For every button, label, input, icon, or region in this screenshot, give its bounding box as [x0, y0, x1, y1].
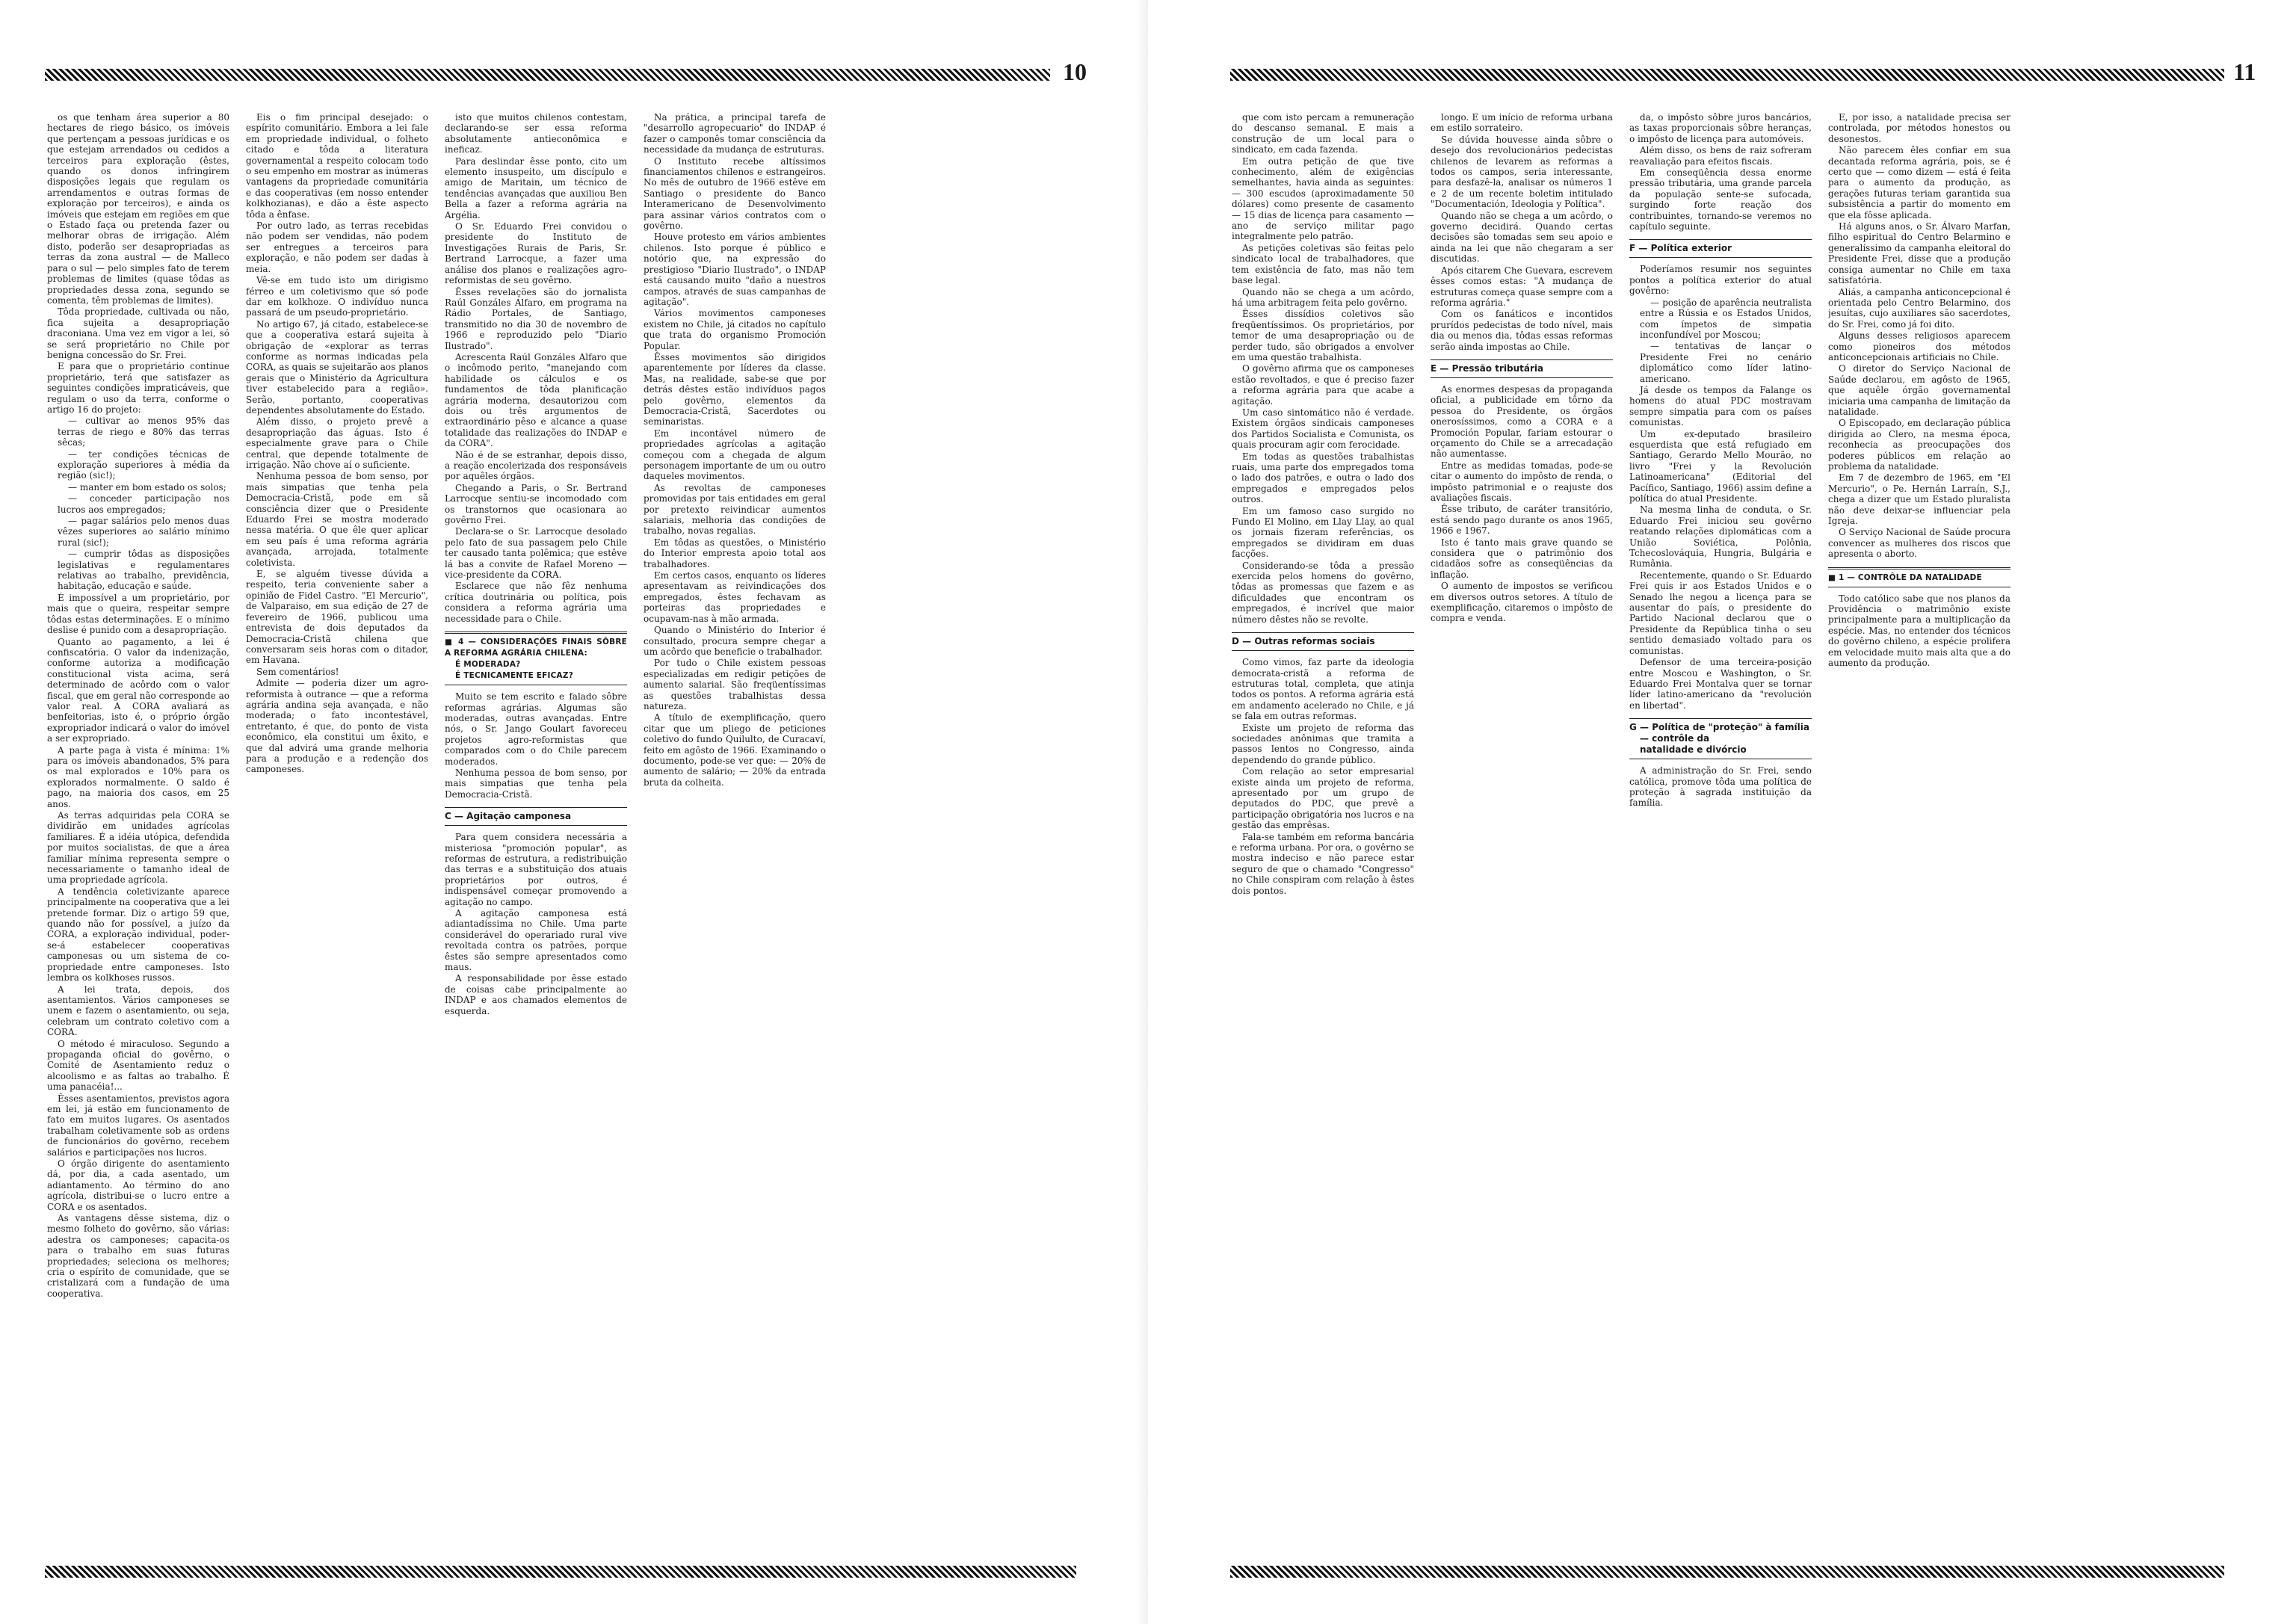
paragraph: Se dúvida houvesse ainda sôbre o desejo dos revolucionários pedecistas chilenos de levarem as reformas a todos os campos, seria interessante, para desfazê-la, analisar os números 1 e 2 de um recente boletim intitulado "Documentación, Ideologia y Política".: [1431, 134, 1613, 210]
text-columns: [1232, 112, 2010, 1525]
text-column: [644, 112, 826, 1525]
footer-rule: [45, 1566, 1076, 1578]
paragraph: A administração do Sr. Frei, sendo católica, promove tôda uma política de proteção à sagrada instituição da família.: [1629, 765, 1812, 809]
paragraph: Esclarece que não fêz nenhuma crítica doutrinária ou política, pois considera a reforma agrária uma necessidade para o Chile.: [445, 581, 627, 624]
paragraph: A título de exemplificação, quero citar que um pliego de peticiones coletivo do fundo Quilulto, de Curacaví, feito em agôsto de 1966. Examinando o documento, pode-se ver que: — 20% de aumento de salário; — 20% da entrada bruta da colheita.: [644, 712, 826, 788]
section-subtitle: É TECNICAMENTE EFICAZ?: [455, 671, 573, 681]
paragraph: Em outra petição de que tive conhecimento, além de exigências semelhantes, havia ainda as seguintes: — 300 escudos (aproximadamente 50 dólares) como presente de casamento — 15 dias de licença para casamento — ano de serviço militar pago integralmente pelo patrão.: [1232, 155, 1414, 242]
list-item: — conceder participação nos lucros aos empregados;: [58, 493, 229, 515]
paragraph: A agitação camponesa está adiantadíssima no Chile. Uma parte considerável do operariado rural vive revoltada contra os patrões, porque êstes são sempre apresentados como maus.: [445, 908, 627, 973]
text-column: [1828, 112, 2010, 1525]
paragraph: No artigo 67, já citado, estabelece-se que a cooperativa estará sujeita à obrigação de «explorar as terras conforme as normas indicadas pela CORA, as quais se sujeitarão aos planos gerais que o Ministério da Agricultura tiver estabelecido para a região». Serão, portanto, cooperativas dependentes absolutamente do Estado.: [246, 318, 428, 416]
paragraph: Acrescenta Raúl Gonzáles Alfaro que o incômodo perito, "manejando com habilidade os cálculos e os fundamentos de tôda planificação agrária moderna, desautorizou com dois ou três argumentos de extraordinário pêso e alcance a quase totalidade das realizações do INDAP e da CORA".: [445, 351, 627, 449]
paragraph: A responsabilidade por êsse estado de coisas cabe principalmente ao INDAP e aos chamados elementos de esquerda.: [445, 973, 627, 1016]
paragraph: Poderíamos resumir nos seguintes pontos a política exterior do atual govêrno:: [1629, 264, 1812, 297]
paragraph: Nenhuma pessoa de bom senso, por mais simpatias que tenha pela Democracia-Cristã, pode em sã consciência dizer que o Presidente Eduardo Frei se mostra moderado nessa matéria. O que êle quer aplicar em seu país é uma reforma agrária avançada, arrojada, totalmente coletivista.: [246, 471, 428, 568]
paragraph: Considerando-se tôda a pressão exercida pelos homens do govêrno, tôdas as promessas que fazem e as dificuldades que encontram os empregados, é incrível que maior número dêstes não se revolte.: [1232, 560, 1414, 625]
text-column: [1629, 112, 1812, 1525]
section-subtitle: É MODERADA?: [455, 660, 521, 670]
section-heading: [1629, 718, 1812, 759]
paragraph: A lei trata, depois, dos asentamientos. Vários camponeses se unem e fazem o asentamiento, ou seja, celebram um contrato coletivo com a CORA.: [47, 984, 229, 1038]
paragraph: A parte paga à vista é mínima: 1% para os imóveis abandonados, 5% para os mal explorados e 10% para os explorados normalmente. O saldo é pago, na maioria dos casos, em 25 anos.: [47, 744, 229, 809]
paragraph: Quando não se chega a um acôrdo, o governo decidirá. Quando certas decisões são tomadas sem seu apoio e ainda na lei que não chegaram a ser discutidas.: [1431, 210, 1613, 265]
paragraph: Tôda propriedade, cultivada ou não, fica sujeita a desapropriação draconiana. Uma vez em vigor a lei, só se será proprietário no Chile por benigna concessão do Sr. Frei.: [47, 306, 229, 360]
section-heading: [1828, 567, 2010, 587]
paragraph: Na mesma linha de conduta, o Sr. Eduardo Frei iniciou seu govêrno reatando relações diplomáticas com a União Soviética, Polônia, Tchecoslováquia, Hungria, Bulgária e Rumânia.: [1629, 504, 1812, 569]
paragraph: Além disso, o projeto prevê a desapropriação das águas. Isto é especialmente grave para o Chile central, que depende totalmente de irrigação. Não chove aí o suficiente.: [246, 416, 428, 470]
paragraph: Por outro lado, as terras recebidas não podem ser vendidas, não podem ser entregues a terceiros para exploração, e não podem ser dadas à meia.: [246, 220, 428, 274]
text-column: [246, 112, 428, 1525]
text-columns: [47, 112, 826, 1525]
paragraph: Sem comentários!: [256, 666, 339, 677]
paragraph: Há alguns anos, o Sr. Álvaro Marfan, filho espiritual do Centro Belarmino e generalíssimo da campanha eleitoral do Presidente Frei, disse que a produção consiga aumentar no Chile em taxa satisfatória.: [1828, 221, 2010, 286]
text-column: [1232, 112, 1414, 1525]
paragraph: Quanto ao pagamento, a lei é confiscatória. O valor da indenização, conforme autoriza a modificação constitucional vista acima, será determinado de acôrdo com o valor fiscal, que em geral não corresponde ao valor real. A CORA avaliará as benfeitorias, isto é, o próprio órgão expropriador indicará o valor do imóvel a ser expropriado.: [47, 636, 229, 744]
paragraph: O órgão dirigente do asentamiento dá, por dia, a cada asentado, um adiantamento. Ao término do ano agrícola, distribui-se o lucro entre a CORA e os asentados.: [47, 1158, 229, 1212]
section-title: CONSIDERAÇÕES FINAIS SÔBRE A REFORMA AGRÁRIA CHILENA:: [445, 637, 627, 658]
section-marker: ■ 1 —: [1828, 572, 1856, 582]
paragraph: As enormes despesas da propaganda oficial, a publicidade em tôrno da pessoa do Presidente, os órgãos onerosíssimos, como a CORA e a Promoción Popular, fariam estourar o orçamento do Chile se a arrecadação não aumentasse.: [1431, 383, 1613, 460]
paragraph: Em incontável número de propriedades agrícolas a agitação começou com a chegada de algum personagem importante de um ou outro daqueles movimentos.: [644, 427, 826, 482]
paragraph: O govêrno afirma que os camponeses estão revoltados, e que é preciso fazer a reforma agrária para que acabe a agitação.: [1232, 363, 1414, 407]
paragraph: Êsses dissídios coletivos são freqüentíssimos. Os proprietários, por temor de uma desapropriação ou de perder tudo, são obrigados a envolver em uma questão trabalhista.: [1232, 309, 1414, 362]
paragraph: Entre as medidas tomadas, pode-se citar o aumento do impôsto de renda, o impôsto patrimonial e o reajuste dos avaliações fiscais.: [1431, 460, 1613, 503]
paragraph: Em um famoso caso surgido no Fundo El Molino, em Llay Llay, ao qual os jornais fizeram referências, os empregados se dividiram em duas facções.: [1232, 505, 1414, 560]
page-number: 11: [2233, 58, 2256, 85]
section-heading: [445, 807, 627, 826]
paragraph: os que tenham área superior a 80 hectares de riego básico, os imóveis que pertençam a pessoas jurídicas e os que estejam arrendados ou cedidos a terceiros para exploração (êstes, quando os donos infringirem disposições legais que regulam os arrendamentos e outras formas de exploração por terceiros), e ainda os imóveis que estejam em regiões em que o Estado faça ou pretenda fazer ou melhorar obras de irrigação. Além disto, poderão ser desapropriadas as terras da zona austral — de Malleco para o sul — pelo simples fato de terem problemas de limites (quase tôdas as propriedades dessa zona, segundo se comenta, têm problemas de limites).: [47, 112, 229, 306]
section-subtitle: — contrôle da: [1640, 733, 1710, 744]
footer-rule: [1230, 1566, 2224, 1578]
paragraph: Um caso sintomático não é verdade. Existem órgãos sindicais camponeses dos Partidos Socialista e Comunista, os quais procuram agir com ferocidade.: [1232, 407, 1414, 451]
paragraph: isto que muitos chilenos contestam, declarando-se ser essa reforma absolutamente antieconômica e ineficaz.: [445, 112, 627, 155]
paragraph: Em todas as questões trabalhistas ruais, uma parte dos empregados toma o lado dos patrões, e outra o lado dos empregados e empregados pelos outros.: [1232, 451, 1414, 505]
paragraph: Houve protesto em vários ambientes chilenos. Isto porque é público e notório que, na expressão do prestigioso "Diario Ilustrado", o INDAP está causando muito "daño a nuestros campos, através de suas campanhas de agitação".: [644, 232, 826, 307]
paragraph: Todo católico sabe que nos planos da Providência o matrimônio existe principalmente para a multiplicação da espécie. Mas, no entender dos técnicos do govêrno chileno, a espécie prolifera em velocidade muito mais alta que a do aumento da produção.: [1828, 593, 2010, 669]
paragraph: Isto é tanto mais grave quando se considera que o patrimônio dos cidadãos sofre as conseqüências da inflação.: [1431, 537, 1613, 580]
section-title: CONTRÔLE DA NATALIDADE: [1857, 572, 1982, 582]
list-item: — posição de aparência neutralista entre a Rússia e os Estados Unidos, com ímpetos de simpatia inconfundível por Moscou;: [1640, 297, 1812, 340]
paragraph: Além disso, os bens de raiz sofreram reavaliação para efeitos fiscais.: [1629, 145, 1812, 167]
paragraph: Declara-se o Sr. Larrocque desolado pelo fato de sua passagem pelo Chile ter causado tanta polêmica; que estêve lá bas a convite de Rafael Moreno — vice-presidente da CORA.: [445, 526, 627, 581]
paragraph: O Serviço Nacional de Saúde procura convencer as mulheres dos riscos que apresenta o aborto.: [1828, 527, 2010, 560]
paragraph: Fala-se também em reforma bancária e reforma urbana. Por ora, o govêrno se mostra indeciso e não parece estar seguro de que o chamado "Congresso" no Chile conspiram com relação à êstes dois pontos.: [1232, 831, 1414, 896]
paragraph: Vários movimentos camponeses existem no Chile, já citados no capítulo que trata do organismo Promoción Popular.: [644, 308, 826, 351]
paragraph: Com relação ao setor empresarial existe ainda um projeto de reforma, apresentado por um grupo de deputados do PDC, que prevê a participação obrigatória nos lucros e na gestão das emprêsas.: [1232, 766, 1414, 831]
section-marker: D —: [1232, 636, 1252, 647]
paragraph: Para quem considera necessária a misteriosa "promoción popular", as reformas de estrutura, a redistribuição das terras e a substituição dos atuais proprietários por outros, é indispensável começar promovendo a agitação no campo.: [445, 832, 627, 907]
paragraph: Existe um projeto de reforma das sociedades anônimas que tramita a passos lentos no Congresso, ainda dependendo do grande público.: [1232, 722, 1414, 765]
section-title: Política de "proteção" à família: [1652, 722, 1809, 733]
section-heading: [1232, 632, 1414, 651]
paragraph: Eis o fim principal desejado: o espírito comunitário. Embora a lei fale em propriedade individual, o folheto citado e tôda a literatura governamental a respeito colocam todo o seu empenho em mostrar as inúmeras vantagens da propriedade comunitária e das cooperativas (em nosso entender kolkhozianas), e dão a êste aspecto tôda a ênfase.: [246, 112, 428, 220]
header-rule: [1230, 69, 2224, 81]
paragraph: Êsses asentamientos, previstos agora em lei, já estão em funcionamento de fato em muitos lugares. Os asentados trabalham coletivamente sob as ordens de funcionários do govêrno, recebem salários e participações nos lucros.: [47, 1093, 229, 1158]
section-title: Outras reformas sociais: [1254, 636, 1375, 647]
paragraph: E, por isso, a natalidade precisa ser controlada, por métodos honestos ou desonestos.: [1828, 112, 2010, 144]
paragraph: Em 7 de dezembro de 1965, em "El Mercurio", o Pe. Hernán Larraín, S.J., chega a dizer que um Estado pluralista não deve deixar-se influenciar pela Igreja.: [1828, 472, 2010, 527]
paragraph: O Sr. Eduardo Frei convidou o presidente do Instituto de Investigações Rurais de Paris, Sr. Bertrand Larrocque, a fazer uma análise dos planos e realizações agro-reformistas de seu govêrno.: [445, 221, 627, 286]
paragraph: O Instituto recebe altíssimos financiamentos chilenos e estrangeiros. No mês de outubro de 1966 estêve em Santiago o presidente do Banco Interamericano de Desenvolvimento para assinar vários contratos com o govêrno.: [644, 155, 826, 232]
paragraph: Êsse tributo, de caráter transitório, está sendo pago durante os anos 1965, 1966 e 1967.: [1431, 504, 1613, 537]
section-title: Pressão tributária: [1451, 362, 1544, 374]
paragraph: Em tôdas as questões, o Ministério do Interior empresta apoio total aos trabalhadores.: [644, 537, 826, 569]
list-item: — cumprir tôdas as disposições legislativas e regulamentares relativas ao trabalho, previdência, habitação, educação e saúde.: [58, 549, 229, 592]
paragraph: O Episcopado, em declaração pública dirigida ao Clero, na mesma época, reconhecia as preocupações dos poderes públicos em relação ao problema da natalidade.: [1828, 418, 2010, 472]
paragraph: É impossível a um proprietário, por mais que o queira, respeitar sempre tôdas estas determinações. E o mínimo deslise é punido com a desapropriação.: [47, 592, 229, 636]
section-marker: C —: [445, 811, 463, 822]
paragraph: da, o impôsto sôbre juros bancários, as taxas proporcionais sôbre heranças, o impôsto de licença para automóveis.: [1629, 112, 1812, 144]
paragraph: O aumento de impostos se verificou em diversos outros setores. A título de exemplificação, citaremos o impôsto de compra e venda.: [1431, 581, 1613, 624]
paragraph: Como vimos, faz parte da ideologia democrata-cristã a reforma de estruturas total, completa, que atinja todos os pontos. A reforma agrária está em andamento acelerado no Chile, e já se fala em outras reformas.: [1232, 657, 1414, 722]
paragraph: Nenhuma pessoa de bom senso, por mais simpatias que tenha pela Democracia-Cristã.: [445, 767, 627, 800]
list-item: — manter em bom estado os solos;: [68, 481, 226, 493]
paragraph: Em conseqüência dessa enorme pressão tributária, uma grande parcela da população sente-se sufocada, surgindo forte reação dos contribuintes, tornando-se veremos no capítulo seguinte.: [1629, 167, 1812, 232]
paragraph: Para deslindar êsse ponto, cito um elemento insuspeito, um discípulo e amigo de Maritain, um técnico de tendências avançadas que auxiliou Ben Bella a fazer a reforma agrária na Argélia.: [445, 155, 627, 220]
paragraph: Por tudo o Chile existem pessoas especializadas em redigir petições de aumento salarial. São freqüentíssimas as questões trabalhistas dessa natureza.: [644, 658, 826, 711]
section-subtitle: natalidade e divórcio: [1640, 744, 1747, 756]
paragraph: Aliás, a campanha anticoncepcional é orientada pelo Centro Belarmino, dos jesuítas, cujo auxiliares são sacerdotes, do Sr. Frei, como já foi dito.: [1828, 286, 2010, 330]
paragraph: Muito se tem escrito e falado sôbre reformas agrárias. Algumas são moderadas, outras avançadas. Entre nós, o Sr. Jango Goulart favoreceu projetos agro-reformistas que comparados com o do Chile parecem moderados.: [445, 691, 627, 767]
paragraph: longo. E um início de reforma urbana em estilo sorrateiro.: [1431, 112, 1613, 134]
list-item: — ter condições técnicas de exploração superiores à média da região (sic!);: [58, 448, 229, 481]
right-page: [1148, 0, 2296, 1624]
paragraph: Alguns desses religiosos aparecem como pioneiros dos métodos anticoncepcionais artificiais no Chile.: [1828, 330, 2010, 362]
paragraph: Admite — poderia dizer um agro-reformista à outrance — que a reforma agrária andina seja avançada, e não moderada; o fato incontestável, entretanto, é que, do ponto de vista econômico, ela constitui um êxito, e que dal advirá uma grande melhoria para a produção e a redenção dos camponeses.: [246, 678, 428, 775]
paragraph: As revoltas de camponeses promovidas por tais entidades em geral por pretexto reivindicar aumentos salariais, melhoria das condições de trabalho, novas regalias.: [644, 482, 826, 537]
list-item: — cultivar ao menos 95% das terras de riego e 80% das terras sêcas;: [58, 416, 229, 448]
paragraph: Um ex-deputado brasileiro esquerdista que está refugiado em Santiago, Gerardo Mello Mourão, no livro "Frei y la Revolución Latinoamericana" (Editorial del Pacífico, Santiago, 1966) assim define a política do atual Presidente.: [1629, 428, 1812, 504]
paragraph: O diretor do Serviço Nacional de Saúde declarou, em agôsto de 1965, que aquêle órgão governamental iniciaria uma campanha de limitação da natalidade.: [1828, 363, 2010, 417]
text-column: [445, 112, 627, 1525]
paragraph: As vantagens dêsse sistema, diz o mesmo folheto do govêrno, são várias: adestra os camponeses; capacita-os para o trabalho em suas futuras propriedades; seleciona os melhores; cria o espírito de comunidade, que se cristalizará com a fundação de uma cooperativa.: [47, 1213, 229, 1299]
text-column: [1431, 112, 1613, 1525]
paragraph: Já desde os tempos da Falange os homens do atual PDC mostravam sempre simpatia para com os países comunistas.: [1629, 384, 1812, 428]
paragraph: Vê-se em tudo isto um dirigismo férreo e um coletivismo que só pode dar em kolkhoze. O indivíduo nunca passará de um pseudo-proprietário.: [246, 275, 428, 318]
paragraph: Defensor de uma terceira-posição entre Moscou e Washington, o Sr. Eduardo Frei Montalva quer se tornar líder latino-americano da "revolución en libertad".: [1629, 657, 1812, 711]
paragraph: Quando o Ministério do Interior é consultado, procura sempre chegar a um acôrdo que beneficie o trabalhador.: [644, 625, 826, 657]
section-marker: G —: [1629, 722, 1650, 733]
page-number: 10: [1063, 58, 1087, 85]
paragraph: Não é de se estranhar, depois disso, a reação encolerizada dos responsáveis por aquêles órgãos.: [445, 449, 627, 482]
paragraph: Êsses movimentos são dirigidos aparentemente por líderes da classe. Mas, na realidade, sabe-se que por detrás dêstes estão indivíduos pagos pelo govêrno, elementos da Democracia-Cristã, Sacerdotes ou seminaristas.: [644, 351, 826, 427]
paragraph: E, se alguém tivesse dúvida a respeito, teria conveniente saber a opinião de Fidel Castro. "El Mercurio", de Valparaiso, em sua edição de 27 de fevereiro de 1966, publicou uma entrevista de dois deputados da Democracia-Cristã chilena que conversaram seis horas com o ditador, em Havana.: [246, 569, 428, 666]
text-column: [47, 112, 229, 1525]
section-marker: E —: [1431, 362, 1449, 374]
paragraph: Êsses revelações são do jornalista Raúl Gonzáles Alfaro, em programa na Rádio Portales, de Santiago, transmitido no dia 30 de novembro de 1966 e reproduzido pelo "Diario Ilustrado".: [445, 286, 627, 351]
paragraph: Quando não se chega a um acôrdo, há uma arbitragem feita pelo govêrno.: [1232, 286, 1414, 308]
paragraph: Após citarem Che Guevara, escrevem êsses comos estas: "A mudança de estruturas começa quase sempre com a reforma agrária.": [1431, 265, 1613, 308]
paragraph: As terras adquiridas pela CORA se dividirão em unidades agrícolas familiares. É a idéia utópica, defendida por muitos socialistas, de que a área familiar mínima representa sempre o necessariamente o tamanho ideal de uma propriedade agrícola.: [47, 810, 229, 886]
section-marker: F —: [1629, 243, 1648, 254]
paragraph: que com isto percam a remuneração do descanso semanal. E mais a construção de um local para o sindicato, em cada fazenda.: [1232, 112, 1414, 155]
paragraph: E para que o proprietário continue proprietário, terá que satisfazer as seguintes condições impraticáveis, que regulam o uso da terra, conforme o artigo 16 do projeto:: [47, 361, 229, 415]
paragraph: Chegando a Paris, o Sr. Bertrand Larrocque sentiu-se incomodado com os transtornos que ocasionara ao govêrno Frei.: [445, 482, 627, 526]
list-item: — tentativas de lançar o Presidente Frei no cenário diplomático como líder latino-americano.: [1640, 341, 1812, 384]
section-title: Agitação camponesa: [466, 811, 572, 822]
paragraph: Não parecem êles confiar em sua decantada reforma agrária, pois, se é certo que — como dizem — está é feita para o aumento da produção, as gerações futuras teriam garantida sua subsistência a partir do momento em que ela fôsse aplicada.: [1828, 145, 2010, 220]
section-marker: ■ 4 —: [445, 637, 477, 647]
header-rule: [45, 69, 1050, 81]
section-title: Política exterior: [1650, 243, 1732, 254]
paragraph: Com os fanáticos e incontidos prurídos pedecistas de todo nível, mais dia ou menos dia, tôdas essas reformas serão ainda impostas ao Chile.: [1431, 309, 1613, 352]
paragraph: A tendência coletivizante aparece principalmente na cooperativa que a lei pretende formar. Diz o artigo 59 que, quando não for possível, a juízo da CORA, a exploração individual, poder-se-á estabelecer cooperativas camponesas ou um sistema de co-propriedade entre camponeses. Isto lembra os kolkhoses russos.: [47, 886, 229, 984]
section-heading: [445, 632, 627, 685]
section-heading: [1431, 359, 1613, 378]
list-item: — pagar salários pelo menos duas vêzes superiores ao salário mínimo rural (sic!);: [58, 516, 229, 548]
paragraph: Em certos casos, enquanto os líderes apresentavam as reivindicações dos empregados, êstes fechavam as porteiras das propriedades e ocupavam-nas à mão armada.: [644, 570, 826, 624]
paragraph: O método é miraculoso. Segundo a propaganda oficial do govêrno, o Comité de Asentamiento reduz o alcoolismo e as faltas ao trabalho. É uma panacéia!...: [47, 1038, 229, 1093]
section-heading: [1629, 239, 1812, 258]
paragraph: As petições coletivas são feitas pelo sindicato local de trabalhadores, que tem existência de fato, mas não tem base legal.: [1232, 242, 1414, 286]
paragraph: Recentemente, quando o Sr. Eduardo Frei quis ir aos Estados Unidos e o Senado lhe negou a licença para se ausentar do país, o presidente do Partido Nacional declarou que o Presidente da República tinha o seu sentido demasiado voltado para os comunistas.: [1629, 569, 1812, 656]
paragraph: Na prática, a principal tarefa de "desarrollo agropecuario" do INDAP é fazer o camponês tomar consciência da necessidade da mudança de estruturas.: [644, 112, 826, 155]
